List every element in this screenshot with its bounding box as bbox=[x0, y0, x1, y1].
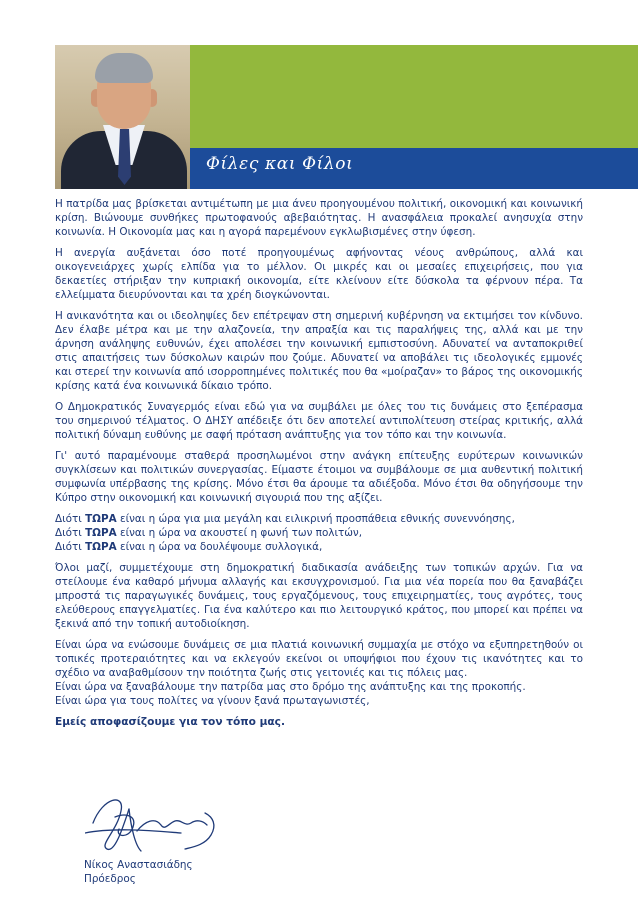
salutation-heading: Φίλες και Φίλοι bbox=[206, 154, 354, 174]
signatory-name: Νίκος Αναστασιάδης bbox=[84, 859, 193, 871]
handwritten-signature-icon bbox=[85, 787, 235, 859]
line-prefix: Διότι bbox=[55, 513, 82, 525]
keyword-now: ΤΩΡΑ bbox=[85, 513, 117, 525]
keyword-now: ΤΩΡΑ bbox=[85, 541, 117, 553]
closing-statement: Εμείς αποφασίζουμε για τον τόπο μας. bbox=[55, 716, 285, 728]
line-prefix: Διότι bbox=[55, 527, 82, 539]
paragraph-7: Είναι ώρα να ενώσουμε δυνάμεις σε μια πλατιά κοινωνική συμμαχία με στόχο να εξυπηρετηθούν οι τοπικές προτεραιότητες και να εκλεγούν εκείνοι οι υποψήφιοι που έχουν τις ικανότητες και το σχέδιο να αναβαθμίσουν την ποιότητα ζωής στις γειτονιές και τις πόλεις μας. bbox=[55, 639, 583, 679]
portrait-photo bbox=[55, 45, 190, 189]
paragraph-8: Είναι ώρα να ξαναβάλουμε την πατρίδα μας στο δρόμο της ανάπτυξης και της προκοπής. bbox=[55, 681, 526, 693]
repeated-lines bbox=[55, 512, 583, 554]
line-prefix: Διότι bbox=[55, 541, 82, 553]
paragraph-1: Η πατρίδα μας βρίσκεται αντιμέτωπη με μια άνευ προηγουμένου πολιτική, οικονομική και κοινωνική κρίση. Βιώνουμε συνθήκες πρωτοφανούς αβεβαιότητας. Η ανασφάλεια προκαλεί ανησυχία στην κοινωνία. Η Οικονομία μας και η αγορά παρεμένουν εγκλωβισμένες στην ύφεση. bbox=[55, 198, 583, 238]
line-3-text: είναι η ώρα να δουλέψουμε συλλογικά, bbox=[119, 541, 323, 553]
paragraph-3: Η ανικανότητα και οι ιδεοληψίες δεν επέτρεψαν στη σημερινή κυβέρνηση να εκτιμήσει τον κίνδυνο. Δεν έλαβε μέτρα και με την αλαζονεία, την απραξία και τις παραλήψεις της, αλλά και με την άρνηση ανάληψης ευθυνών, έχει απολέσει την κοινωνική εμπιστοσύνη. Αδυνατεί να ανταποκριθεί στις απαιτήσεις των δύσκολων καιρών που ζούμε. Αδυνατεί να αποβάλει τις ιδεολογικές εμμονές και στερεί την κοινωνία από ισορροπημένες πολιτικές που θα «μοίραζαν» το βάρος της οικονομικής κρίσης κατά ένα κοινωνικά δίκαιο τρόπο. bbox=[55, 310, 583, 392]
paragraph-6: Όλοι μαζί, συμμετέχουμε στη δημοκρατική διαδικασία ανάδειξης των τοπικών αρχών. Για να στείλουμε ένα καθαρό μήνυμα αλλαγής και εκσυγχρονισμού. Για μια νέα πορεία που θα ξαναβάζει μπροστά τις παραγωγικές δυνάμεις, τους εργαζόμενους, τους επιχειρηματίες, τους αγρότες, τους ελεύθερους επαγγελματίες. Για ένα καλύτερο και πιο λειτουργικό κράτος, που μπορεί και πρέπει να ξεκινά από την τοπική αυτοδιοίκηση. bbox=[55, 562, 583, 630]
paragraph-2: Η ανεργία αυξάνεται όσο ποτέ προηγουμένως αφήνοντας νέους ανθρώπους, αλλά και οικογενειάρχες χωρίς ελπίδα για το μέλλον. Οι μικρές και οι μεσαίες επιχειρήσεις, που για δεκαετίες στήριξαν την κυπριακή οικονομία, είτε κλείνουν είτε δύσκολα τα φέρνουν πέρα. Τα ελλείμματα διευρύνονται και τα χρέη διογκώνονται. bbox=[55, 247, 583, 301]
paragraph-9: Είναι ώρα για τους πολίτες να γίνουν ξανά πρωταγωνιστές, bbox=[55, 695, 370, 707]
line-1-text: είναι η ώρα για μια μεγάλη και ειλικρινή προσπάθεια εθνικής συνεννόησης, bbox=[119, 513, 515, 525]
paragraph-4: Ο Δημοκρατικός Συναγερμός είναι εδώ για να συμβάλει με όλες του τις δυνάμεις στο ξεπέρασμα του σημερινού τέλματος. Ο ΔΗΣΥ απέδειξε ότι δεν αποτελεί αντιπολίτευση στείρας κριτικής, αλλά πολιτική δύναμη ευθύνης με σαφή πρόταση ανάπτυξης για τον τόπο και την κοινωνία. bbox=[55, 401, 583, 441]
signatory-title: Πρόεδρος bbox=[84, 873, 136, 885]
letter-body bbox=[55, 197, 583, 736]
keyword-now: ΤΩΡΑ bbox=[85, 527, 117, 539]
line-2-text: είναι η ώρα να ακουστεί η φωνή των πολιτών, bbox=[119, 527, 363, 539]
paragraph-5: Γι' αυτό παραμένουμε σταθερά προσηλωμένοι στην ανάγκη επίτευξης ευρύτερων κοινωνικών συγκλίσεων και πολιτικών συνεργασίας. Είμαστε έτοιμοι να συμβάλουμε σε μια αυθεντική πολιτική συμφωνία υπέρβασης της κρίσης. Μόνο έτσι θα άρουμε τα αδιέξοδα. Μόνο έτσι θα οδηγήσουμε την Κύπρο στην οικονομική και κοινωνική σιγουριά που της αξίζει. bbox=[55, 450, 583, 504]
